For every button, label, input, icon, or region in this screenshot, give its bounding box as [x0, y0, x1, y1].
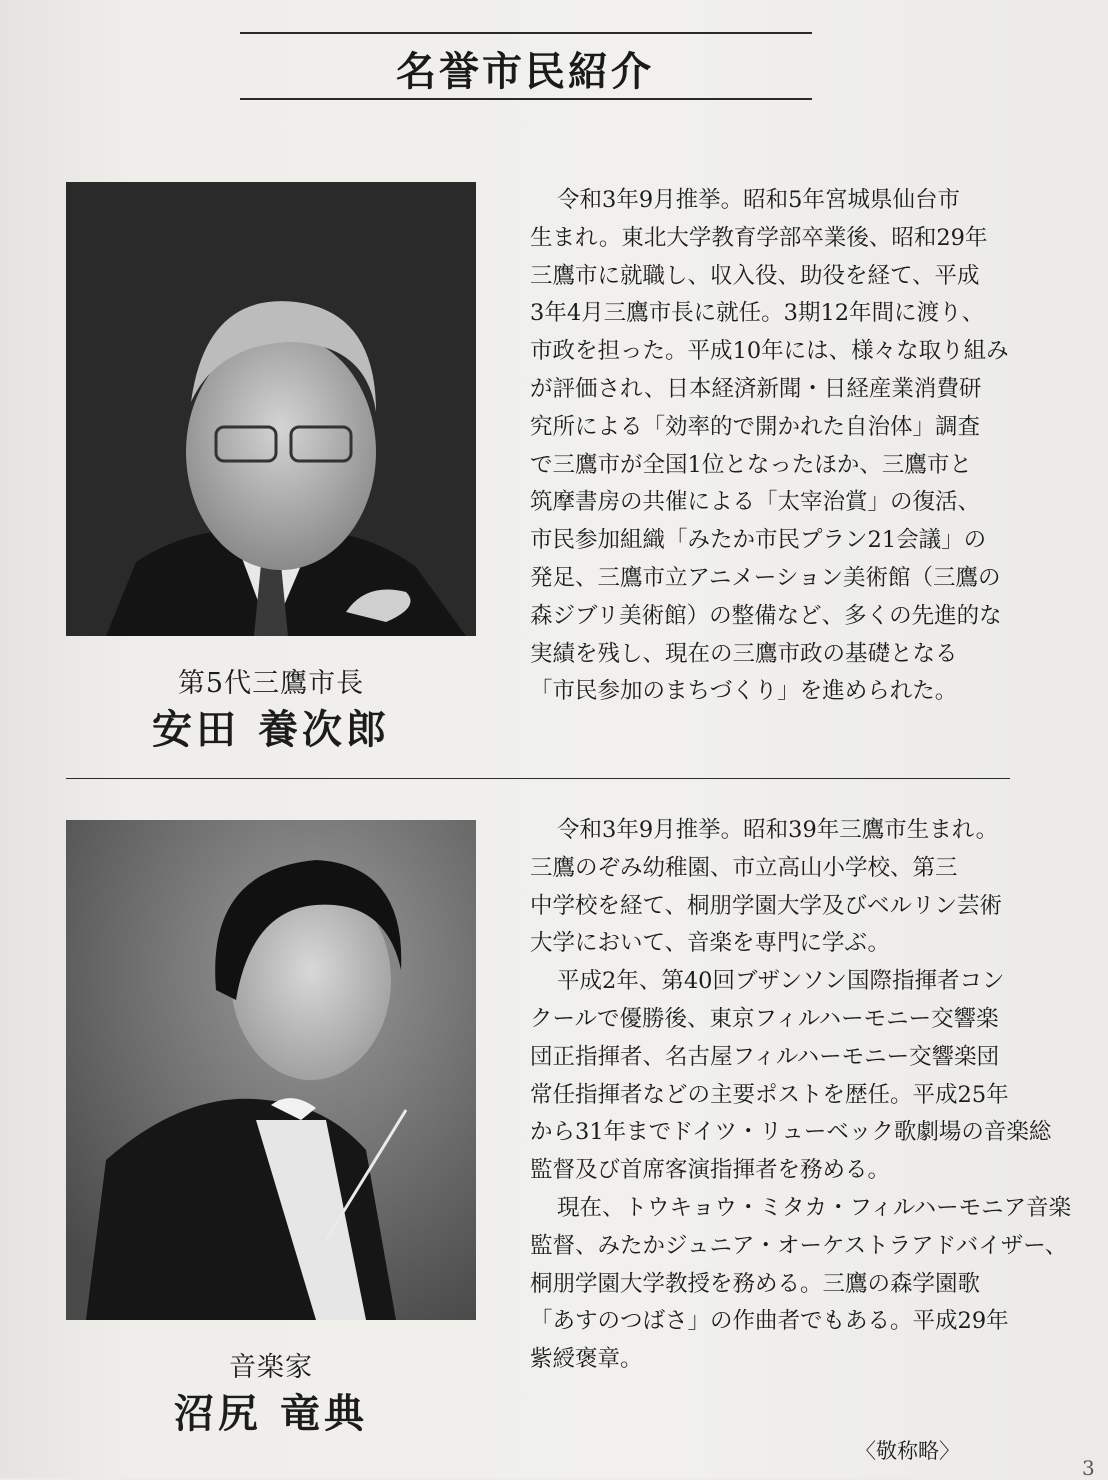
person-role: 第5代三鷹市長	[177, 668, 365, 699]
bio-line: 大学において、音楽を専門に学ぶ。	[530, 930, 891, 957]
bio-line: 令和3年9月推挙。昭和39年三鷹市生まれ。	[557, 817, 999, 843]
person-name: 安田 養次郎	[152, 706, 390, 753]
bio-line: 市政を担った。平成10年には、様々な取り組み	[530, 338, 1009, 365]
bio-line: 紫綬褒章。	[530, 1346, 643, 1373]
bio-line: 団正指揮者、名古屋フィルハーモニー交響楽団	[530, 1043, 1000, 1070]
bio-line: 森ジブリ美術館）の整備など、多くの先進的な	[530, 602, 1002, 629]
bio-line: 実績を残し、現在の三鷹市政の基礎となる	[530, 640, 958, 667]
honorifics-note: 〈敬称略〉	[855, 1439, 960, 1463]
bio-line: 監督、みたかジュニア・オーケストラアドバイザー、	[530, 1232, 1068, 1259]
portrait-photo-numajiri	[66, 820, 476, 1320]
bio-line: で三鷹市が全国1位となったほか、三鷹市と	[530, 451, 972, 478]
bio-line: クールで優勝後、東京フィルハーモニー交響楽	[530, 1005, 999, 1032]
bio-line: 現在、トウキョウ・ミタカ・フィルハーモニア音楽	[557, 1194, 1072, 1221]
page-number: 3	[1082, 1456, 1095, 1480]
bio-line: 桐朋学園大学教授を務める。三鷹の森学園歌	[530, 1270, 981, 1297]
person-role: 音楽家	[229, 1352, 313, 1383]
bio-line: から31年までドイツ・リューベック歌劇場の音楽総	[530, 1119, 1052, 1146]
bio-line: 「市民参加のまちづくり」を進められた。	[530, 678, 958, 705]
caption-yasuda	[150, 664, 392, 756]
bio-line: 生まれ。東北大学教育学部卒業後、昭和29年	[530, 224, 988, 251]
bio-line: 市民参加組織「みたか市民プラン21会議」の	[530, 527, 987, 554]
bio-line: 3年4月三鷹市長に就任。3期12年間に渡り、	[530, 300, 985, 327]
page-title: 名誉市民紹介	[396, 49, 654, 95]
bio-line: 令和3年9月推挙。昭和5年宮城県仙台市	[557, 187, 960, 213]
title-rule-bottom	[240, 98, 812, 100]
person-name: 沼尻 竜典	[174, 1390, 368, 1437]
section-divider	[66, 778, 1010, 779]
bio-line: 筑摩書房の共催による「太宰治賞」の復活、	[530, 489, 981, 516]
bio-line: 中学校を経て、桐朋学園大学及びベルリン芸術	[530, 892, 1003, 919]
bio-line: 発足、三鷹市立アニメーション美術館（三鷹の	[530, 564, 1001, 591]
bio-line: 「あすのつばさ」の作曲者でもある。平成29年	[530, 1308, 1009, 1335]
portrait-photo-yasuda	[66, 182, 476, 636]
bio-line: 常任指揮者などの主要ポストを歴任。平成25年	[530, 1081, 1009, 1108]
caption-numajiri	[150, 1348, 392, 1440]
title-rule-top	[240, 32, 812, 34]
bio-line: 三鷹市に就職し、収入役、助役を経て、平成	[530, 262, 980, 289]
bio-yasuda	[530, 182, 1010, 711]
bio-line: が評価され、日本経済新聞・日経産業消費研	[530, 375, 982, 402]
portrait-yasuda-illustration	[66, 182, 476, 636]
bio-line: 究所による「効率的で開かれた自治体」調査	[530, 413, 981, 440]
portrait-numajiri-illustration	[66, 820, 476, 1320]
bio-line: 監督及び首席客演指揮者を務める。	[530, 1157, 891, 1184]
bio-line: 平成2年、第40回ブザンソン国際指揮者コン	[557, 968, 1005, 995]
bio-line: 三鷹のぞみ幼稚園、市立高山小学校、第三	[530, 854, 958, 881]
bio-numajiri	[530, 812, 1072, 1379]
